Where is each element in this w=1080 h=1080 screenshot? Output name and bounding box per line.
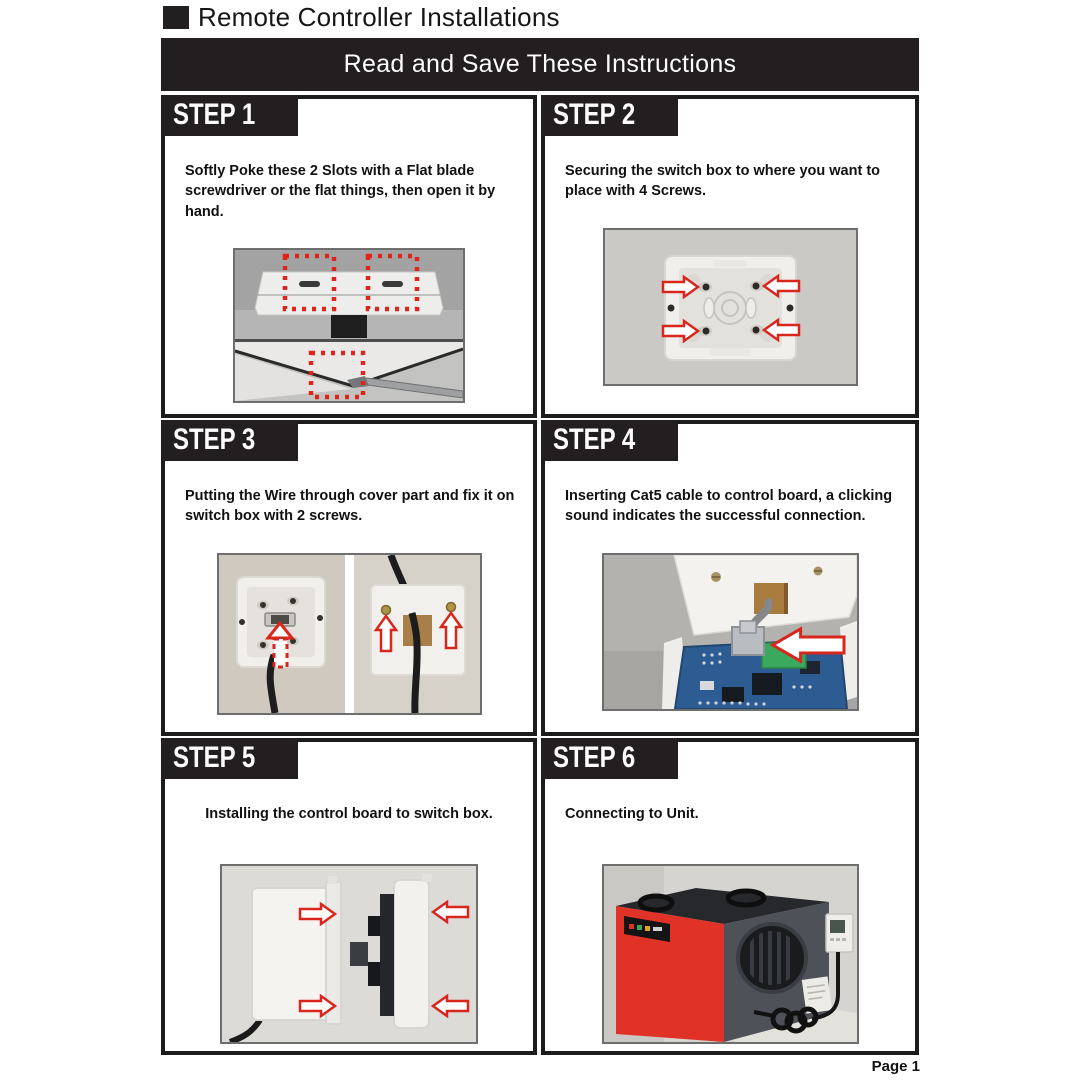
doc-header bbox=[163, 2, 560, 33]
page-title: Remote Controller Installations bbox=[198, 2, 560, 32]
step-label: STEP 2 bbox=[553, 97, 636, 131]
banner bbox=[161, 38, 919, 91]
step-instruction: Installing the control board to switch box. bbox=[205, 806, 493, 822]
step-panel-1 bbox=[161, 95, 537, 418]
step-instruction: Securing the switch box to where you want to place with 4 Screws. bbox=[565, 163, 881, 200]
switch-box-four-screws-photo bbox=[603, 228, 858, 386]
page-number: Page 1 bbox=[871, 1058, 920, 1075]
step-panel-5 bbox=[161, 738, 537, 1055]
wire-through-cover-photo bbox=[217, 553, 482, 715]
step-label: STEP 5 bbox=[173, 740, 256, 774]
step-instruction: Inserting Cat5 cable to control board, a clicking sound indicates the successful connection. bbox=[565, 488, 893, 525]
step-label: STEP 3 bbox=[173, 422, 256, 456]
step-tab bbox=[161, 738, 298, 779]
step-tab bbox=[161, 420, 298, 461]
step-panel-4 bbox=[541, 420, 919, 736]
step-label: STEP 6 bbox=[553, 740, 636, 774]
step-tab bbox=[161, 95, 298, 136]
steps-grid bbox=[161, 95, 919, 1055]
cat5-to-control-board-photo bbox=[602, 553, 859, 711]
step-panel-3 bbox=[161, 420, 537, 736]
step-panel-2 bbox=[541, 95, 919, 418]
step-panel-6 bbox=[541, 738, 919, 1055]
step-label: STEP 4 bbox=[553, 422, 636, 456]
step-tab bbox=[541, 95, 678, 136]
step-tab bbox=[541, 738, 678, 779]
title-square-icon bbox=[163, 6, 189, 29]
connecting-to-unit-photo bbox=[602, 864, 859, 1044]
step-label: STEP 1 bbox=[173, 97, 256, 131]
step-instruction: Putting the Wire through cover part and fix it on switch box with 2 screws. bbox=[185, 488, 515, 525]
control-board-to-switch-box-photo bbox=[220, 864, 478, 1044]
step-instruction: Softly Poke these 2 Slots with a Flat blade screwdriver or the flat things, then open it by hand. bbox=[185, 163, 496, 220]
wall-remote-controller bbox=[826, 914, 853, 952]
step-instruction: Connecting to Unit. bbox=[565, 806, 699, 822]
banner-text: Read and Save These Instructions bbox=[343, 50, 737, 78]
controller-slots-pry-open-photo bbox=[233, 248, 465, 403]
step-tab bbox=[541, 420, 678, 461]
